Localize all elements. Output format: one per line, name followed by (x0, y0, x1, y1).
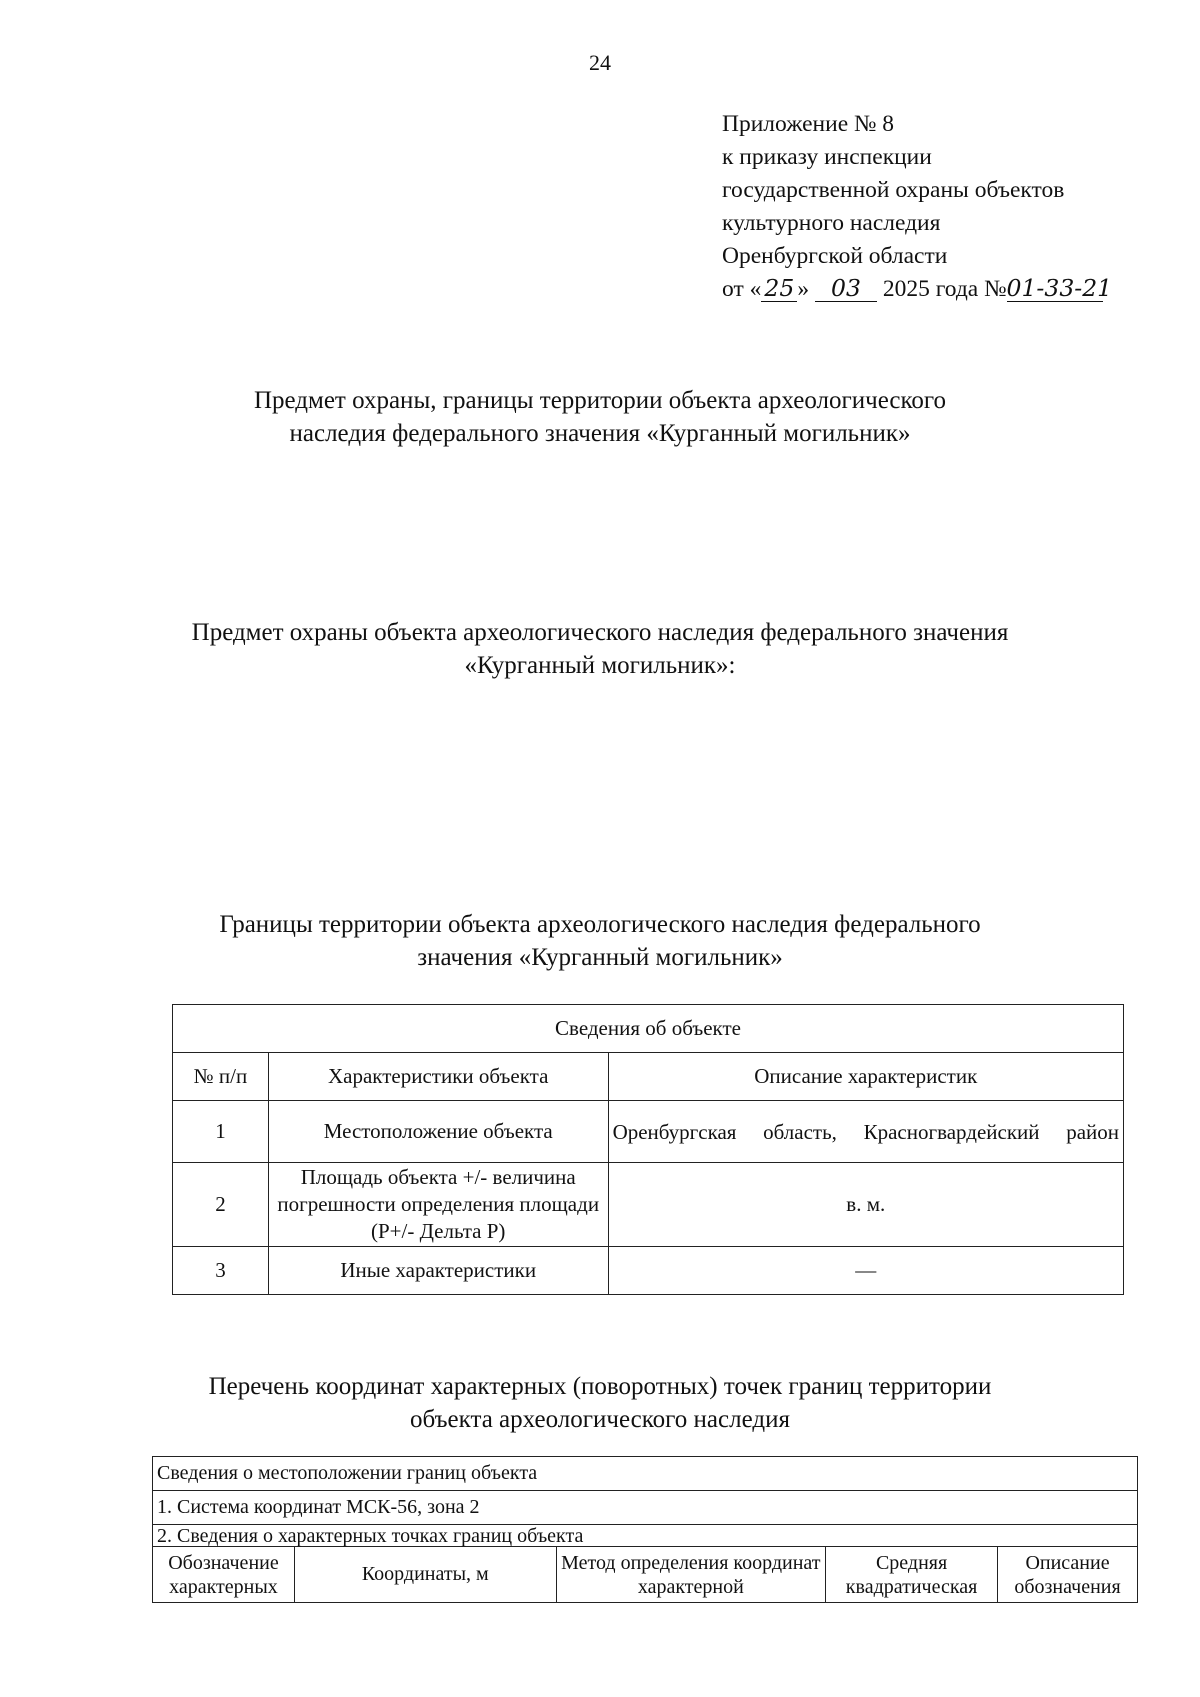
main-title-line-2: наследия федерального значения «Курганный могильник» (289, 420, 911, 447)
row-num: 3 (173, 1247, 269, 1295)
borders-title (0, 908, 1200, 974)
table-row (173, 1101, 1124, 1163)
coords-header-designation: Обозначение характерных (153, 1547, 295, 1603)
appendix-line-2: к приказу инспекции (722, 144, 932, 170)
borders-title-line-1: Границы территории объекта археологического наследия федерального (219, 911, 981, 938)
row-description: Оренбургская область, Красногвардейский район (608, 1101, 1123, 1163)
main-title-line-1: Предмет охраны, границы территории объекта археологического (253, 387, 947, 414)
appendix-line-1: Приложение № 8 (722, 111, 895, 137)
object-info-table (172, 1004, 1124, 1295)
appendix-date-line (722, 273, 1113, 306)
row-characteristic: Местоположение объекта (268, 1101, 608, 1163)
row-num: 1 (173, 1101, 269, 1163)
row-description: в. м. (608, 1163, 1123, 1247)
appendix-line-5: Оренбургской области (722, 243, 948, 269)
object-table-caption: Сведения об объекте (173, 1005, 1124, 1053)
header-num: № п/п (173, 1053, 269, 1101)
row-num: 2 (173, 1163, 269, 1247)
main-title (0, 384, 1200, 450)
coords-header-method: Метод определения координат характерной (556, 1547, 826, 1603)
coords-row-system: 1. Система координат МСК-56, зона 2 (153, 1491, 1138, 1525)
page-number: 24 (589, 50, 611, 75)
appendix-line-3: государственной охраны объектов (722, 177, 1065, 203)
coords-header-description: Описание обозначения (998, 1547, 1138, 1603)
subject-title-line-1: Предмет охраны объекта археологического наследия федерального значения (191, 619, 1009, 646)
order-number: 01-33-21 (1006, 274, 1113, 302)
date-month: 03 (815, 275, 877, 302)
date-day: 25 (761, 275, 797, 302)
coords-header-coordinates: Координаты, м (294, 1547, 556, 1603)
subject-title (0, 616, 1200, 682)
coords-row-points: 2. Сведения о характерных точках границ объекта (153, 1525, 1138, 1547)
table-row (173, 1247, 1124, 1295)
coords-title-line-2: объекта археологического наследия (410, 1406, 790, 1433)
row-description: — (608, 1247, 1123, 1295)
date-prefix: от « (722, 276, 762, 302)
appendix-line-4: культурного наследия (722, 210, 941, 236)
coords-header-mean-square: Средняя квадратическая (826, 1547, 998, 1603)
coords-row-location: Сведения о местоположении границ объекта (153, 1457, 1138, 1491)
coords-title (0, 1370, 1200, 1436)
appendix-block (722, 108, 1113, 306)
subject-title-line-2: «Курганный могильник»: (464, 652, 736, 679)
coords-title-line-1: Перечень координат характерных (поворотных) точек границ территории (208, 1373, 992, 1400)
date-year: 2025 года № (882, 276, 1007, 302)
borders-title-line-2: значения «Курганный могильник» (417, 944, 783, 971)
date-day-suffix: » (797, 276, 810, 302)
row-characteristic: Площадь объекта +/- величина погрешности определения площади (Р+/- Дельта Р) (268, 1163, 608, 1247)
header-characteristic: Характеристики объекта (268, 1053, 608, 1101)
table-row (173, 1163, 1124, 1247)
coords-table (152, 1456, 1138, 1603)
header-description: Описание характеристик (608, 1053, 1123, 1101)
row-characteristic: Иные характеристики (268, 1247, 608, 1295)
